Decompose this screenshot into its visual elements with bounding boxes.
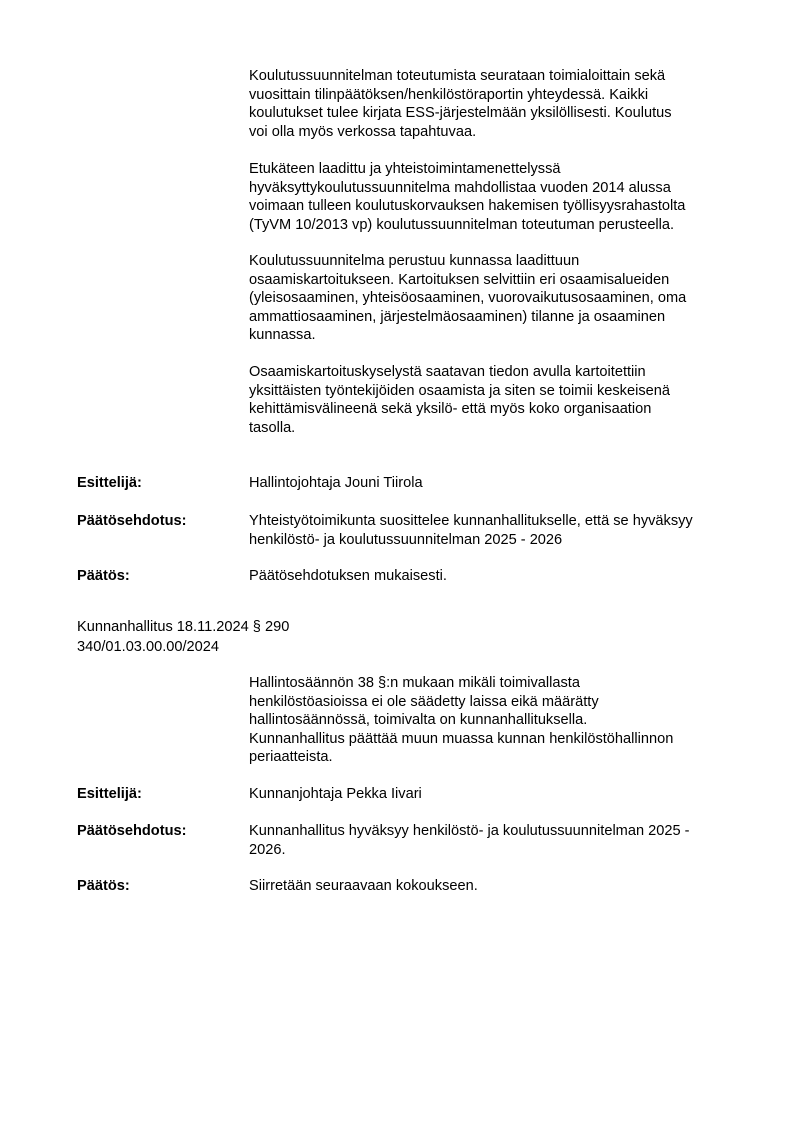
text-line: Osaamiskartoituskyselystä saatavan tiedon avulla kartoitettiin xyxy=(249,364,646,380)
text-line: periaatteista. xyxy=(249,749,333,766)
paragraph-administrative-rule xyxy=(249,674,739,767)
text-line: vuosittain tilinpäätöksen/henkilöstöraportin yhteydessä. Kaikki xyxy=(249,86,649,103)
text-line: 2026. xyxy=(249,841,286,858)
text-line: Etukäteen laadittu ja yhteistoimintamenettelyssä xyxy=(249,161,561,177)
paragraph-follow-up xyxy=(249,67,739,141)
paragraph-competence-mapping xyxy=(249,252,739,345)
decision-value: Siirretään seuraavaan kokoukseen. xyxy=(249,878,478,894)
meeting-reference: Kunnanhallitus 18.11.2024 § 290 xyxy=(77,619,290,635)
text-line: tasolla. xyxy=(249,419,296,436)
paragraph-survey xyxy=(249,363,739,437)
text-line: voimaan tulleen koulutuskorvauksen hakemisen työllisyysrahastolta xyxy=(249,198,686,215)
text-line: Koulutussuunnitelman toteutumista seurataan toimialoittain sekä xyxy=(249,68,666,84)
text-line: yksittäisten työntekijöiden osaamista ja siten se toimii keskeisenä xyxy=(249,382,670,399)
text-line: voi olla myös verkossa tapahtuvaa. xyxy=(249,123,477,140)
text-line: hyväksyttykoulutussuunnitelma mahdollistaa vuoden 2014 alussa xyxy=(249,179,671,196)
text-line: Kunnanhallitus hyväksyy henkilöstö- ja koulutussuunnitelman 2025 - xyxy=(249,823,690,839)
proposal-label: Päätösehdotus: xyxy=(77,513,187,529)
proposal-label: Päätösehdotus: xyxy=(77,823,187,839)
text-line: Kunnanhallitus päättää muun muassa kunnan henkilöstöhallinnon xyxy=(249,730,674,747)
presenter-label: Esittelijä: xyxy=(77,786,142,802)
text-line: henkilöstöasioissa ei ole säädetty laissa eikä määrätty xyxy=(249,693,599,710)
presenter-value: Hallintojohtaja Jouni Tiirola xyxy=(249,475,423,491)
decision-value: Päätösehdotuksen mukaisesti. xyxy=(249,568,447,584)
text-line: hallintosäännössä, toimivalta on kunnanhallituksella. xyxy=(249,712,588,729)
text-line: ammattiosaaminen, järjestelmäosaaminen) tilanne ja osaaminen xyxy=(249,308,666,325)
text-line: (yleisosaaminen, yhteisöosaaminen, vuorovaikutusosaaminen, oma xyxy=(249,290,687,307)
diary-number: 340/01.03.00.00/2024 xyxy=(77,639,220,655)
text-line: kunnassa. xyxy=(249,327,316,344)
text-line: henkilöstö- ja koulutussuunnitelman 2025 - 2026 xyxy=(249,531,563,548)
paragraph-training-compensation xyxy=(249,160,739,234)
presenter-value: Kunnanjohtaja Pekka Iivari xyxy=(249,786,422,802)
presenter-label: Esittelijä: xyxy=(77,475,142,491)
text-line: Koulutussuunnitelma perustuu kunnassa laadittuun xyxy=(249,253,580,269)
text-line: (TyVM 10/2013 vp) koulutussuunnitelman toteutuman perusteella. xyxy=(249,216,675,233)
text-line: koulutukset tulee kirjata ESS-järjestelmään yksilöllisesti. Koulutus xyxy=(249,105,672,122)
proposal-value xyxy=(249,512,739,549)
decision-label: Päätös: xyxy=(77,568,130,584)
decision-label: Päätös: xyxy=(77,878,130,894)
proposal-value xyxy=(249,822,739,859)
text-line: Hallintosäännön 38 §:n mukaan mikäli toimivallasta xyxy=(249,675,580,691)
text-line: kehittämisvälineenä sekä yksilö- että myös koko organisaation xyxy=(249,401,652,418)
text-line: osaamiskartoitukseen. Kartoituksen selvittiin eri osaamisalueiden xyxy=(249,271,670,288)
text-line: Yhteistyötoimikunta suosittelee kunnanhallitukselle, että se hyväksyy xyxy=(249,513,693,529)
